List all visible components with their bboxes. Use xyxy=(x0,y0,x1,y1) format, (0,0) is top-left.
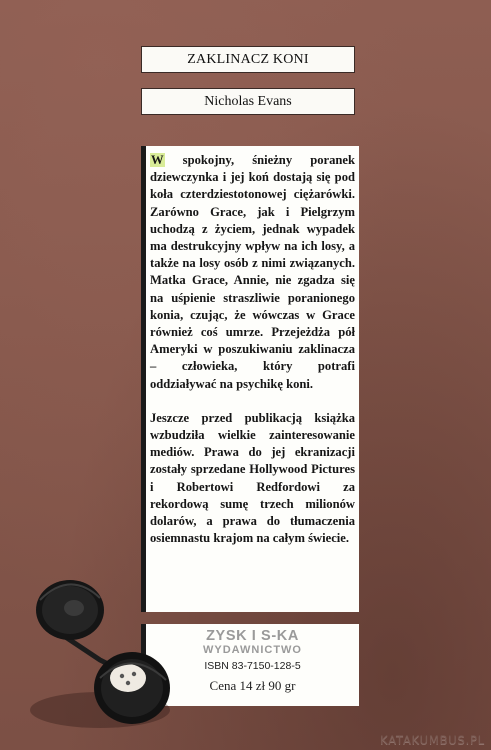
book-title xyxy=(141,46,355,73)
publisher-logo-subtitle: WYDAWNICTWO xyxy=(203,644,302,656)
blurb-panel xyxy=(141,146,359,612)
book-author xyxy=(141,88,355,115)
blurb-paragraph-1 xyxy=(150,152,355,393)
front-wheel-icon xyxy=(94,652,170,724)
site-watermark: KATAKUMBUS.PL xyxy=(380,733,485,747)
book-author-text: Nicholas Evans xyxy=(204,93,292,109)
publisher-logo-name: ZYSK I S-KA xyxy=(206,628,299,644)
back-wheel-icon xyxy=(36,580,104,640)
price-label: Cena 14 zł 90 gr xyxy=(209,678,296,693)
blurb-paragraph-1-text: spokojny, śnieżny poranek dziewczynka i jej koń dostają się pod koła czterdziestotonowej ciężarówki. Zarówno Grace, jak i Pielgrzym uchodzą z życiem, jednak wypadek ma destrukcyjny wpływ na ich losy, a także na losy osób z nimi związanych. Matka Grace, Annie, nie zgadza się na uśpienie straszliwie poranionego konia, czując, że wówczas w Grace również coś umrze. Przejeżdża pół Ameryki w poszukiwaniu zaklinacza – człowieka, który potrafi oddziaływać na psychikę koni. xyxy=(150,153,355,391)
blurb-paragraph-2: Jeszcze przed publikacją książka wzbudziła wielkie zainteresowanie mediów. Prawa do jej ekranizacji zostały sprzedane Hollywood Pictures i Robertowi Redfordowi za rekordową sumę trzech milionów dolarów, a prawa do tłumaczenia osiemnastu krajom na całym świecie. xyxy=(150,410,355,546)
blurb-initial-letter: W xyxy=(151,153,164,167)
isbn-number: ISBN 83-7150-128-5 xyxy=(204,660,301,672)
toy-wheels-illustration xyxy=(0,560,200,750)
book-title-text: ZAKLINACZ KONI xyxy=(187,51,309,67)
